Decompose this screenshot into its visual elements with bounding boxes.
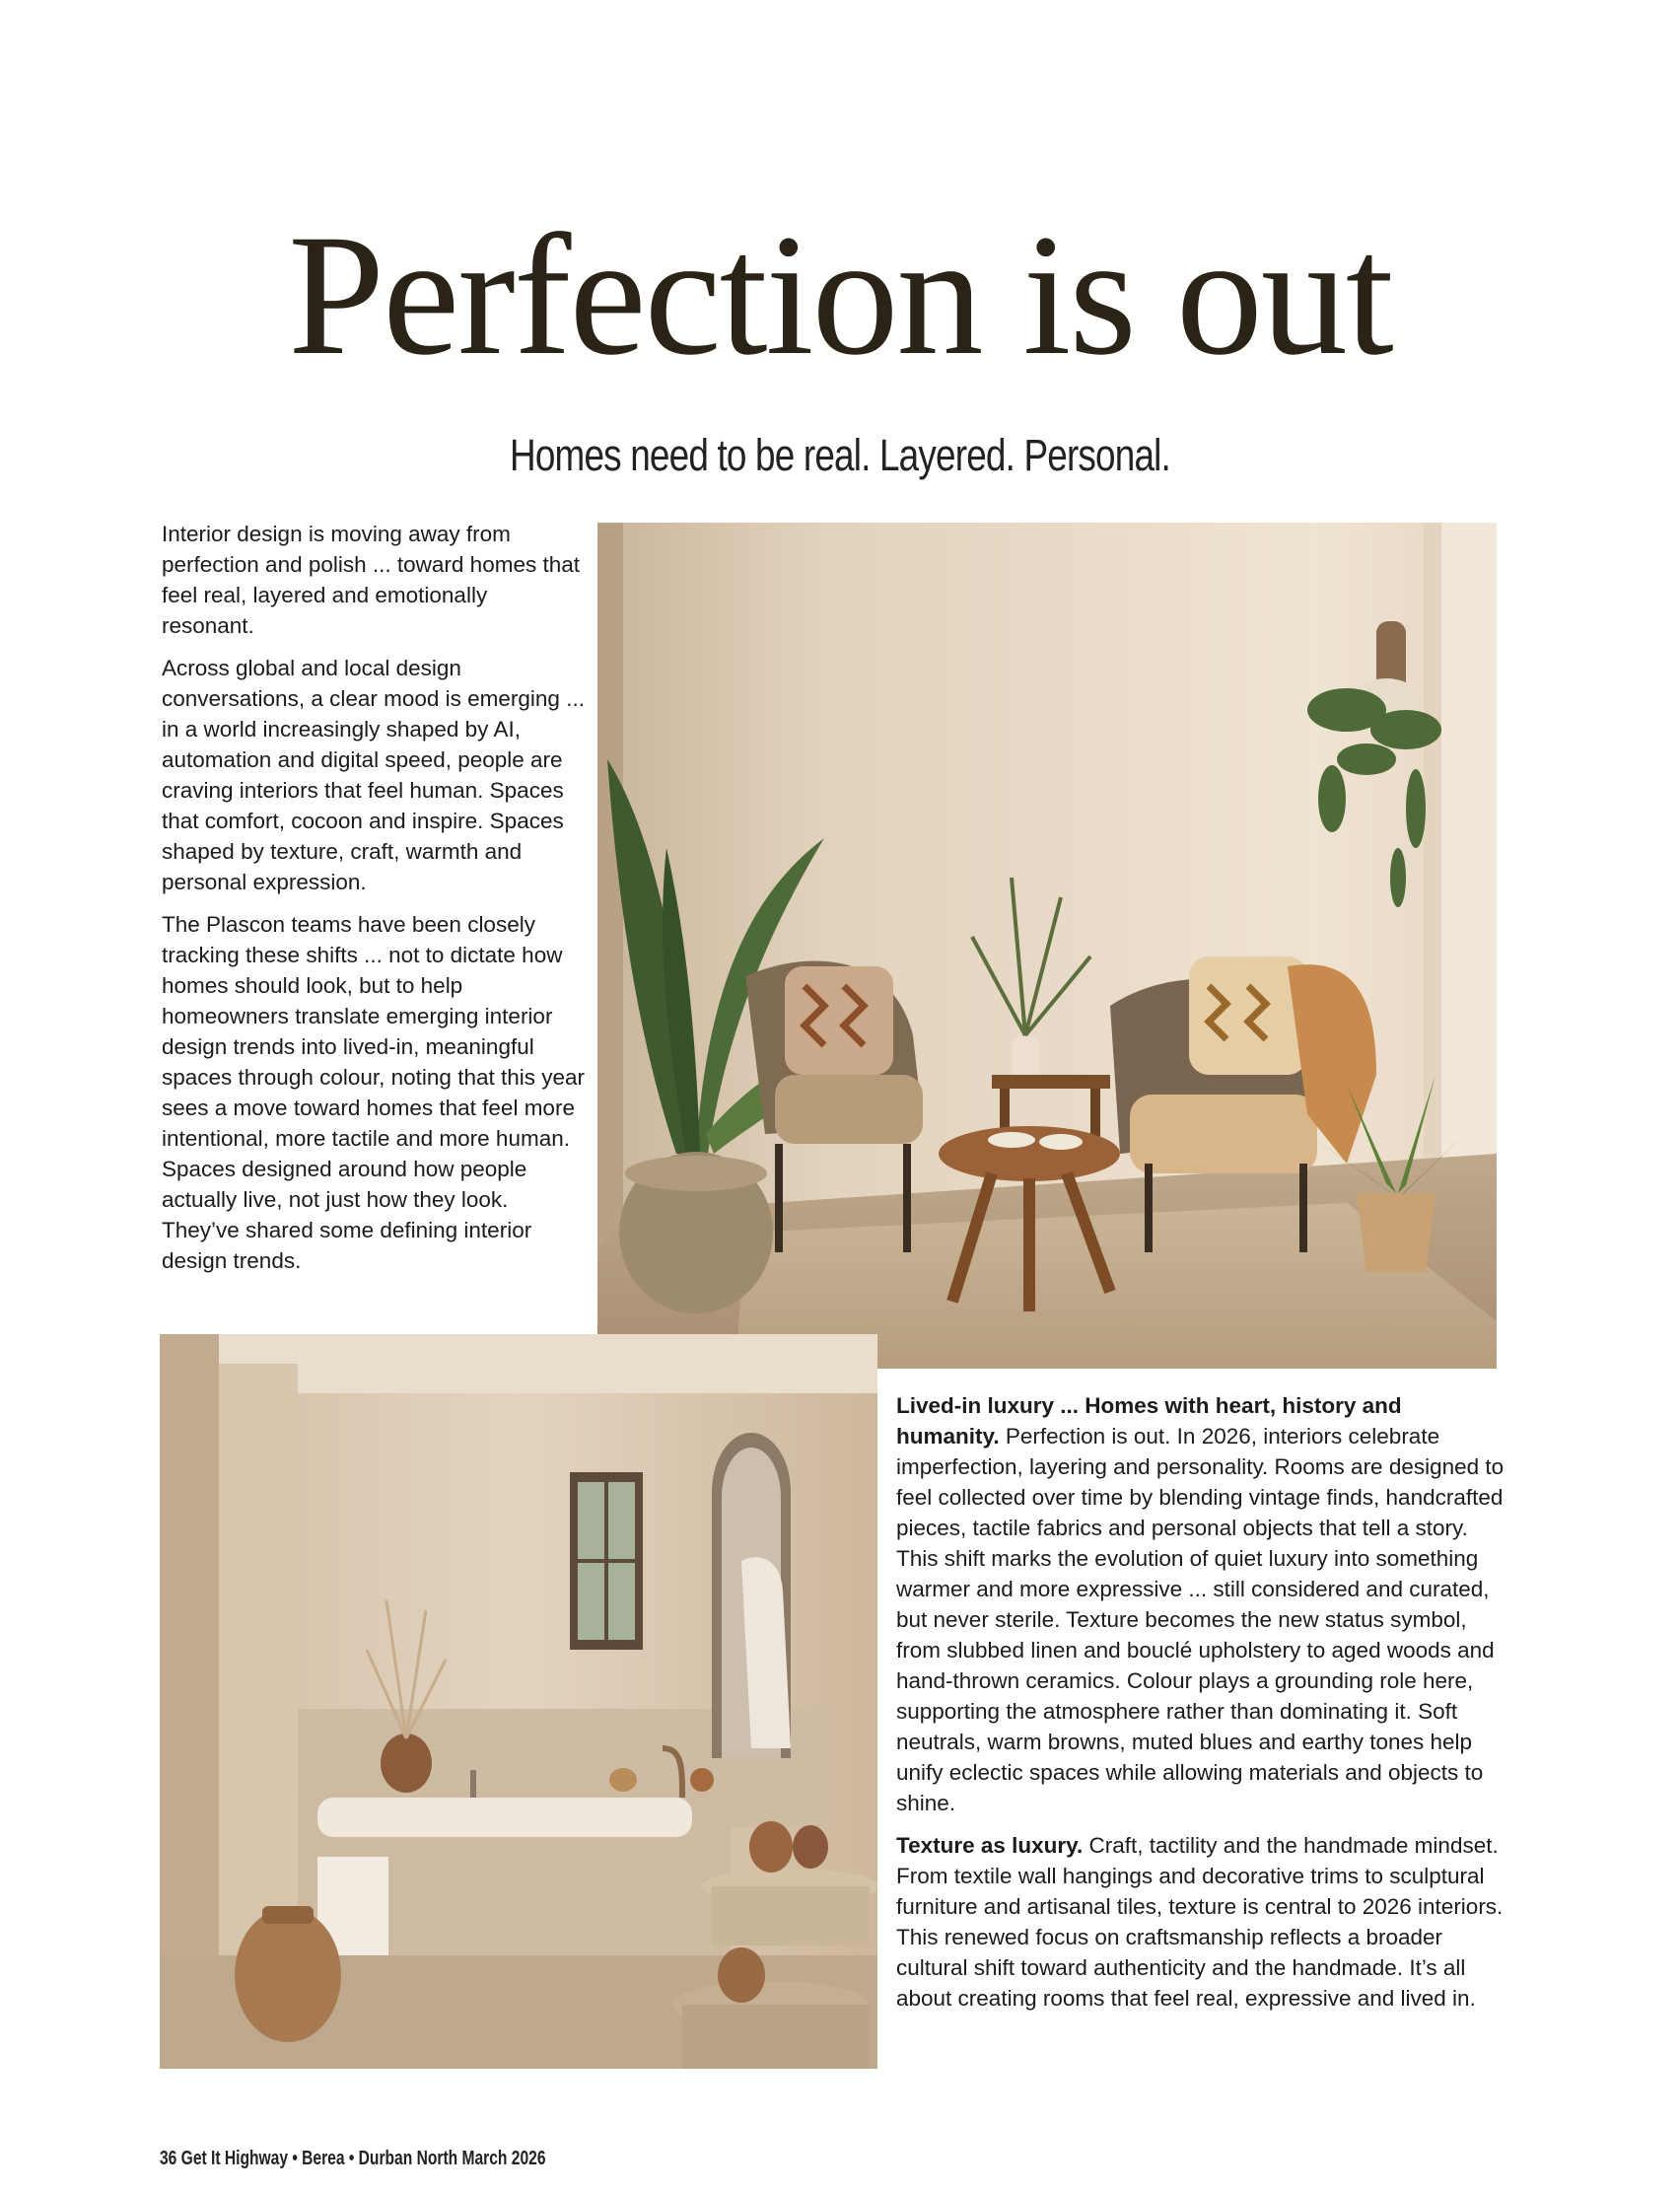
- section-heading: Texture as luxury.: [896, 1833, 1089, 1858]
- page-subtitle: Homes need to be real. Layered. Personal.: [510, 430, 1170, 480]
- intro-paragraph: The Plascon teams have been closely tracking these shifts ... not to dictate how homes should look, but to help homeowners translate emerging interior design trends into lived-in, meaningful spaces through colour, noting that this year sees a move toward homes that feel more intentional, more tactile and more human. Spaces designed around how people actually live, not just how they look. They’ve shared some defining interior design trends.: [162, 912, 586, 1273]
- intro-column: [162, 519, 586, 1288]
- page-footer: 36 Get It Highway • Berea • Durban North March 2026: [160, 2148, 546, 2169]
- section-body: Craft, tactility and the handmade mindset. From textile wall hangings and decorative trims to sculptural furniture and artisanal tiles, texture is central to 2026 interiors. This renewed focus on craftsmanship reflects a broader cultural shift toward authenticity and the handmade. It’s all about creating rooms that feel real, expressive and lived in.: [896, 1833, 1504, 2011]
- trend-section: [896, 1830, 1507, 2014]
- section-body: Perfection is out. In 2026, interiors celebrate imperfection, layering and personality. Rooms are designed to feel collected over time by blending vintage finds, handcrafted pieces, tactile fabrics and personal objects that tell a story. This shift marks the evolution of quiet luxury into something warmer and more expressive ... still considered and curated, but never sterile. Texture becomes the new status symbol, from slubbed linen and bouclé upholstery to aged woods and hand-thrown ceramics. Colour plays a grounding role here, supporting the atmosphere rather than dominating it. Soft neutrals, warm browns, muted blues and earthy tones help unify eclectic spaces while allowing materials and objects to shine.: [896, 1424, 1505, 1815]
- section-heading: Lived-in luxury ... Homes with heart, history and humanity.: [896, 1393, 1402, 1449]
- intro-paragraph: Interior design is moving away from perfection and polish ... toward homes that feel real, layered and emotionally resonant.: [162, 522, 580, 638]
- bathroom-photo: [160, 1334, 877, 2069]
- trend-section: [896, 1390, 1507, 1818]
- lounge-photo: [597, 523, 1497, 1369]
- intro-paragraph: Across global and local design conversations, a clear mood is emerging ... in a world increasingly shaped by AI, automation and digital speed, people are craving interiors that feel human. Spaces that comfort, cocoon and inspire. Spaces shaped by texture, craft, warmth and personal expression.: [162, 656, 585, 894]
- trends-column: [896, 1390, 1507, 2025]
- page-title: Perfection is out: [288, 199, 1392, 391]
